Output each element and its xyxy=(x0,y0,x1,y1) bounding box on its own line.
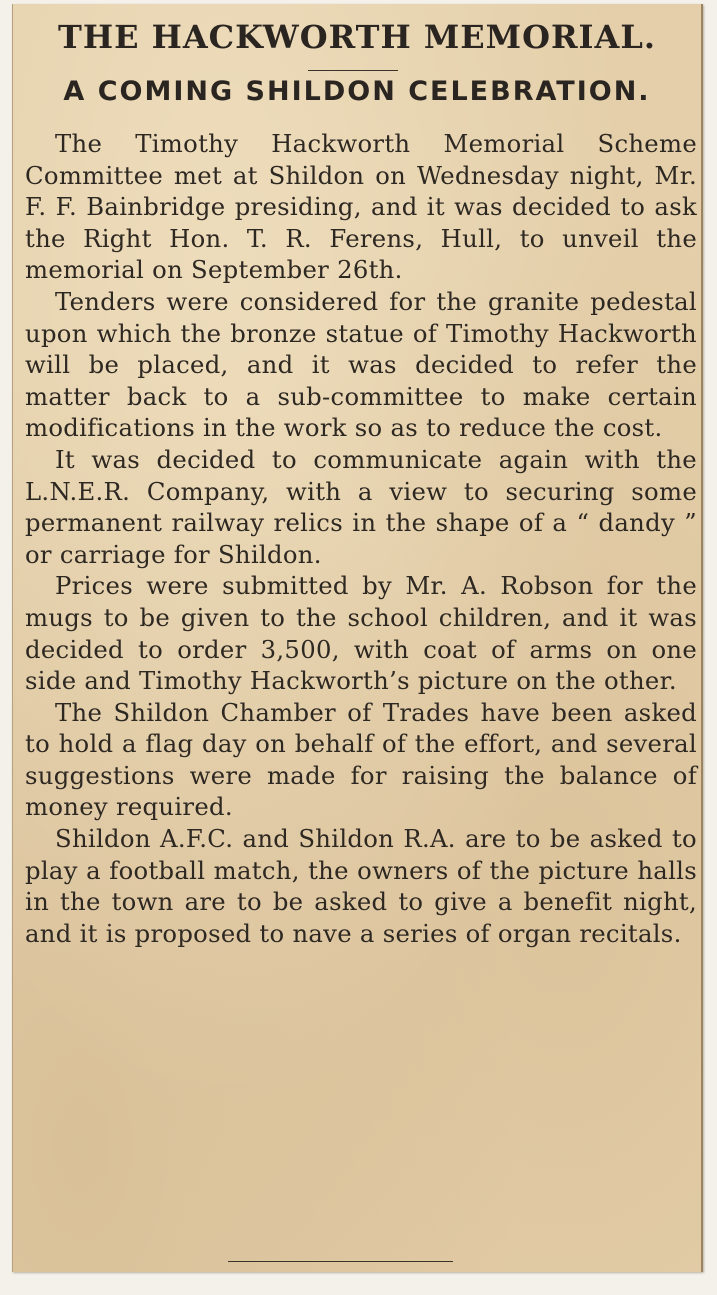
article-body xyxy=(25,128,697,949)
end-divider xyxy=(228,1261,453,1262)
headline-divider xyxy=(308,70,398,71)
paragraph: The Timothy Hackworth Memorial Scheme Committee met at Shildon on Wednesday night, Mr. F. F. Bainbridge presiding, and it was decided to ask the Right Hon. T. R. Ferens, Hull, to unveil the memorial on September 26th. xyxy=(25,129,697,285)
subheadline: A COMING SHILDON CELEBRATION. xyxy=(63,76,651,107)
paragraph: It was decided to communicate again with the L.N.E.R. Company, with a view to securing some permanent railway relics in the shape of a “ dandy ” or carriage for Shildon. xyxy=(25,444,697,569)
paragraph: Prices were submitted by Mr. A. Robson for the mugs to be given to the school children, and it was decided to order 3,500, with coat of arms on one side and Timothy Hackworth’s picture on the other. xyxy=(25,571,697,696)
paragraph: The Shildon Chamber of Trades have been asked to hold a flag day on behalf of the effort, and several suggestions were made for raising the balance of money required. xyxy=(25,697,697,822)
newspaper-clipping xyxy=(12,4,703,1272)
paragraph: Shildon A.F.C. and Shildon R.A. are to be asked to play a football match, the owners of the picture halls in the town are to be asked to give a benefit night, and it is proposed to nave a series of organ recitals. xyxy=(25,824,697,948)
paragraph: Tenders were considered for the granite pedestal upon which the bronze statue of Timothy Hackworth will be placed, and it was decided to refer the matter back to a sub-committee to make certain modifications in the work so as to reduce the cost. xyxy=(25,286,697,443)
headline: THE HACKWORTH MEMORIAL. xyxy=(58,18,656,56)
